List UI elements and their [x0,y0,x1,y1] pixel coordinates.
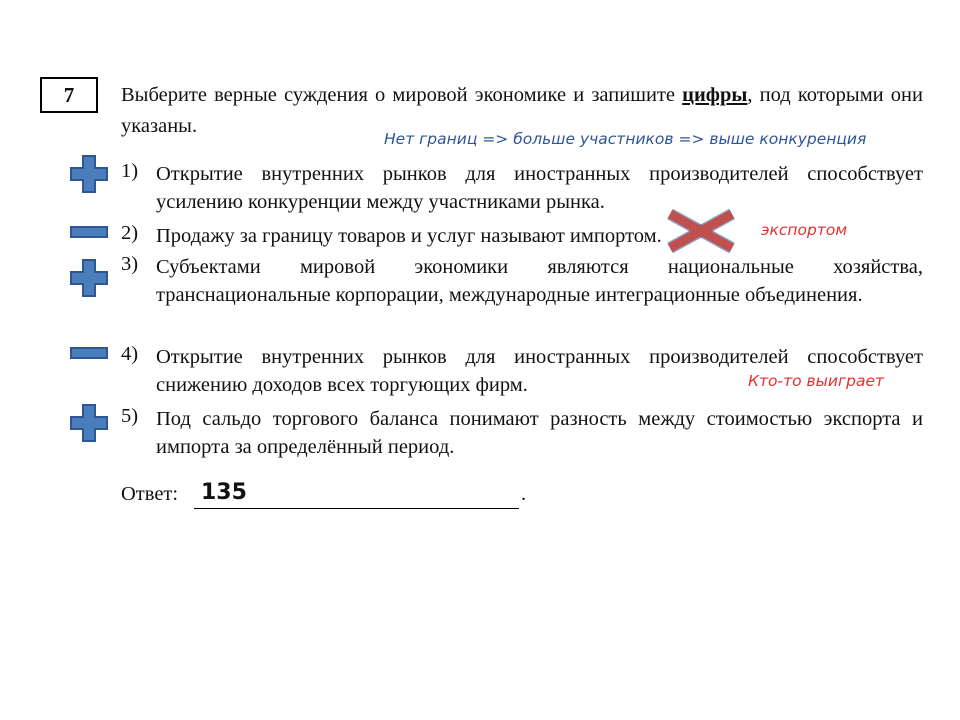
annotation-correction: экспортом [761,221,848,239]
item-text-4: Открытие внутренних рынков для иностранных производителей способствует снижению доходов всех торгующих фирм. [156,346,923,396]
plus-icon [70,259,108,297]
minus-icon [70,347,108,359]
minus-icon [70,226,108,238]
plus-icon [70,404,108,442]
item-number-3: 3) [121,253,139,275]
item-number-2: 2) [121,222,139,244]
task-number: 7 [63,82,75,107]
annotation-competition: Нет границ => больше участников => выше конкуренция [384,130,867,148]
strike-cross-icon [662,208,740,254]
item-text-5: Под сальдо торгового баланса понимают разность между стоимостью экспорта и импорта за определённый период. [156,408,923,458]
answer-label: Ответ: [121,483,179,505]
item-text-1: Открытие внутренних рынков для иностранных производителей способствует усилению конкуренции между участниками рынка. [156,163,923,213]
item-text-2: Продажу за границу товаров и услуг называют импортом. [156,225,662,247]
plus-icon [70,155,108,193]
item-number-5: 5) [121,405,139,427]
item-number-4: 4) [121,343,139,365]
prompt-text-end: , под которыми они указаны. [121,84,923,137]
answer-field[interactable] [194,508,519,509]
answer-end-dot: . [521,483,527,505]
annotation-someone-wins: Кто-то выиграет [748,372,885,390]
item-number-1: 1) [121,160,139,182]
task-number-box [40,77,98,113]
prompt-text-start: Выберите верные суждения о мировой экономике и запишите [121,84,683,106]
prompt-emphasis: цифры [682,84,748,106]
item-text-3: Субъектами мировой экономики являются национальные хозяйства, транснациональные корпорации, международные интеграционные объединения. [156,256,923,306]
answer-value: 135 [201,480,247,505]
